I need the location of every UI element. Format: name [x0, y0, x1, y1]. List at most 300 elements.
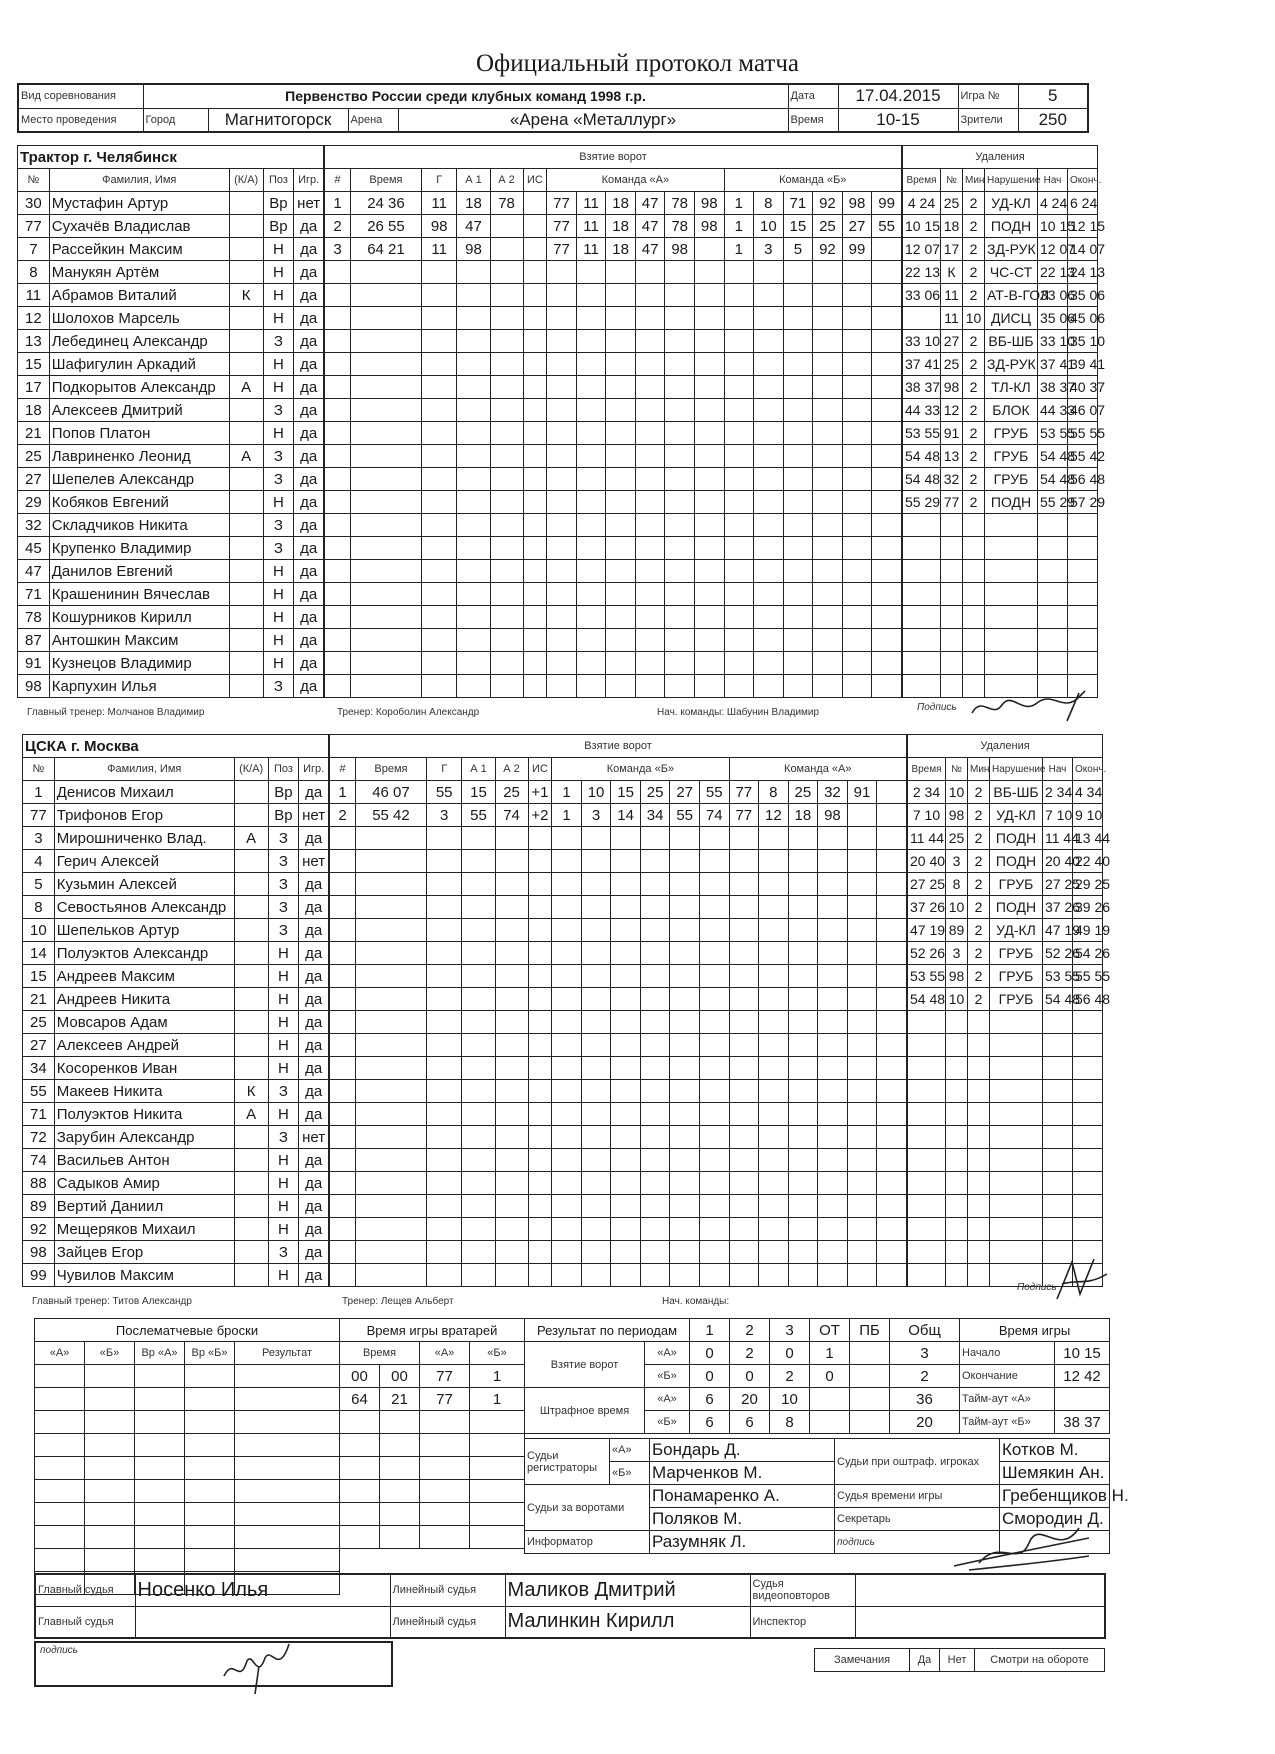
penalty-row: [903, 445, 1098, 468]
player-no: 4: [23, 850, 55, 873]
goal-a2: 78: [490, 192, 523, 215]
on-ice-player: 78: [665, 192, 695, 215]
period-row: [525, 1388, 960, 1411]
penalty-e: 29 25: [1073, 873, 1103, 896]
table-row: [18, 330, 324, 353]
competition-value: Первенство России среди клубных команд 1998 г.р.: [143, 84, 788, 108]
period-value: 36: [890, 1388, 960, 1411]
player-name: Манукян Артём: [49, 261, 229, 284]
game-time-table: [959, 1318, 1110, 1434]
penalty-min: 2: [968, 873, 990, 896]
team-off-ice-col: Команда «А»: [729, 758, 906, 781]
player-ka: [234, 942, 268, 965]
on-ice-player: 15: [611, 781, 641, 804]
off-ice-player: 25: [813, 215, 843, 238]
goal-a1: 18: [457, 192, 490, 215]
video-label: Судья видеоповторов: [750, 1574, 855, 1606]
player-played: да: [294, 675, 324, 698]
penalty-row: [903, 284, 1098, 307]
penalty-s: 47 19: [1043, 919, 1073, 942]
penalty-v: ЗД-РУК: [985, 353, 1038, 376]
player-no: 78: [18, 606, 50, 629]
player-no: 55: [23, 1080, 55, 1103]
player-name: Зайцев Егор: [54, 1241, 234, 1264]
player-no: 3: [23, 827, 55, 850]
player-name: Шепельков Артур: [54, 919, 234, 942]
date-value: 17.04.2015: [838, 84, 958, 108]
off-ice-player: [877, 781, 907, 804]
remarks-yes: Да: [910, 1649, 940, 1672]
player-name: Андреев Максим: [54, 965, 234, 988]
player-pos: Н: [268, 942, 299, 965]
player-pos: Н: [263, 238, 294, 261]
table-row: [18, 353, 324, 376]
table-row: [23, 942, 329, 965]
sh-gk-a: Вр «А»: [135, 1342, 185, 1365]
player-played: нет: [299, 804, 329, 827]
penalty-v: ГРУБ: [990, 942, 1043, 965]
player-no: 21: [23, 988, 55, 1011]
table-row: [23, 781, 329, 804]
goalie-row: [340, 1411, 525, 1434]
player-name: Кузнецов Владимир: [49, 652, 229, 675]
player-played: да: [294, 583, 324, 606]
penalty-t: 53 55: [903, 422, 941, 445]
player-no: 87: [18, 629, 50, 652]
penalty-row: [903, 537, 1098, 560]
penalty-no: 10: [946, 896, 968, 919]
goalie-row: [340, 1365, 525, 1388]
goal-row: [330, 1034, 907, 1057]
penalty-row: [903, 491, 1098, 514]
player-no: 25: [23, 1011, 55, 1034]
pen-judge-1: Котков М.: [1000, 1439, 1110, 1462]
gt-end-label: Окончание: [960, 1365, 1055, 1388]
table-row: [23, 965, 329, 988]
goal-row: [325, 422, 902, 445]
sh-gk-b: Вр «Б»: [185, 1342, 235, 1365]
player-name: Лебединец Александр: [49, 330, 229, 353]
penalty-row: [908, 781, 1103, 804]
player-no: 5: [23, 873, 55, 896]
player-pos: Н: [263, 606, 294, 629]
player-no: 25: [18, 445, 50, 468]
team-a-section: [17, 145, 1106, 723]
col-name: Фамилия, Имя: [49, 169, 229, 192]
goal-n: 2: [330, 804, 356, 827]
penalty-s: 2 34: [1043, 781, 1073, 804]
goal-row: [330, 919, 907, 942]
player-no: 15: [18, 353, 50, 376]
player-played: да: [294, 514, 324, 537]
goal-row: [325, 606, 902, 629]
penalty-t: 4 24: [903, 192, 941, 215]
player-name: Вертий Даниил: [54, 1195, 234, 1218]
player-played: да: [299, 919, 329, 942]
off-ice-player: 32: [818, 781, 848, 804]
on-ice-player: 55: [670, 804, 700, 827]
col-played: Игр.: [299, 758, 329, 781]
player-name: Васильев Антон: [54, 1149, 234, 1172]
penalty-no: К: [941, 261, 963, 284]
game-no-value: 5: [1018, 84, 1088, 108]
player-name: Шолохов Марсель: [49, 307, 229, 330]
penalty-row: [908, 827, 1103, 850]
penalty-row: [908, 988, 1103, 1011]
goal-row: [330, 896, 907, 919]
player-no: 29: [18, 491, 50, 514]
off-ice-player: 18: [788, 804, 818, 827]
player-ka: К: [229, 284, 263, 307]
goal-a1: 98: [457, 238, 490, 261]
off-ice-player: 12: [759, 804, 789, 827]
player-ka: [234, 873, 268, 896]
period-value: 1: [810, 1342, 850, 1365]
gt-start-label: Начало: [960, 1342, 1055, 1365]
penalty-min: 2: [963, 330, 985, 353]
player-played: да: [299, 1195, 329, 1218]
player-name: Садыков Амир: [54, 1172, 234, 1195]
penalty-s: 55 29: [1038, 491, 1068, 514]
player-ka: [234, 896, 268, 919]
gt-tob-label: Тайм-аут «Б»: [960, 1411, 1055, 1434]
informer: Разумняк Л.: [650, 1531, 835, 1554]
penalty-t: 47 19: [908, 919, 946, 942]
player-played: да: [294, 445, 324, 468]
table-row: [23, 1080, 329, 1103]
penalty-min: 2: [963, 261, 985, 284]
player-name: Шепелев Александр: [49, 468, 229, 491]
goal-row: [325, 491, 902, 514]
team-b-roster: [22, 734, 329, 1287]
gk-b-col: «Б»: [470, 1342, 525, 1365]
penalty-row: [908, 873, 1103, 896]
player-pos: Н: [263, 307, 294, 330]
goal-row: [325, 261, 902, 284]
penalty-e: 22 40: [1073, 850, 1103, 873]
player-no: 72: [23, 1126, 55, 1149]
sh-result: Результат: [235, 1342, 340, 1365]
player-ka: [229, 261, 263, 284]
arena-label: Арена: [348, 108, 398, 132]
gt-toa-label: Тайм-аут «А»: [960, 1388, 1055, 1411]
reg-b-tag: «Б»: [610, 1462, 650, 1485]
on-ice-player: 74: [699, 804, 729, 827]
time-label: Время: [788, 108, 838, 132]
penalty-no: 17: [941, 238, 963, 261]
remarks-no: Нет: [940, 1649, 975, 1672]
team-a-name: Трактор г. Челябинск: [18, 146, 324, 169]
penalty-e: 49 19: [1073, 919, 1103, 942]
penalty-v: АТ-В-ГОЛ: [985, 284, 1038, 307]
goalie-row: [340, 1434, 525, 1457]
player-played: да: [294, 537, 324, 560]
player-pos: Н: [263, 261, 294, 284]
penalty-row: [903, 652, 1098, 675]
period-row: [525, 1342, 960, 1365]
on-ice-player: 78: [665, 215, 695, 238]
goals-title: Взятие ворот: [325, 146, 902, 169]
player-played: да: [299, 1264, 329, 1287]
player-pos: Н: [268, 988, 299, 1011]
penalty-row: [908, 965, 1103, 988]
player-played: да: [294, 284, 324, 307]
player-pos: Н: [263, 353, 294, 376]
penalty-no: 3: [946, 942, 968, 965]
goalie-time-table: [339, 1318, 525, 1549]
penalty-e: 40 37: [1068, 376, 1098, 399]
period-value: 8: [770, 1411, 810, 1434]
penalty-row: [903, 307, 1098, 330]
on-ice-player: 98: [665, 238, 695, 261]
penalty-e: 35 10: [1068, 330, 1098, 353]
player-pos: З: [268, 827, 299, 850]
player-ka: [229, 652, 263, 675]
player-no: 88: [23, 1172, 55, 1195]
penalty-e: 56 48: [1068, 468, 1098, 491]
penalty-row: [908, 1195, 1103, 1218]
off-ice-player: 77: [729, 804, 759, 827]
penalty-no: 12: [941, 399, 963, 422]
penalty-e: 57 29: [1068, 491, 1098, 514]
on-ice-player: 18: [606, 215, 636, 238]
player-no: 14: [23, 942, 55, 965]
penalty-row: [903, 422, 1098, 445]
player-ka: [229, 675, 263, 698]
spectators-value: 250: [1018, 108, 1088, 132]
player-ka: [234, 1264, 268, 1287]
off-ice-player: 1: [724, 238, 754, 261]
player-pos: З: [268, 896, 299, 919]
player-played: да: [294, 238, 324, 261]
goal-row: [325, 675, 902, 698]
penalty-e: 14 07: [1068, 238, 1098, 261]
team-tag: «Б»: [645, 1365, 690, 1388]
penalty-v: ДИСЦ: [985, 307, 1038, 330]
match-header: [17, 83, 1089, 133]
penalty-row: [903, 192, 1098, 215]
player-name: Севостьянов Александр: [54, 896, 234, 919]
penalty-v: ГРУБ: [985, 468, 1038, 491]
player-played: да: [299, 896, 329, 919]
pen-time-col: Время: [908, 758, 946, 781]
penalty-s: 52 26: [1043, 942, 1073, 965]
gt-start: 10 15: [1055, 1342, 1110, 1365]
col-ka: (К/А): [229, 169, 263, 192]
main-ref-label: Главный судья: [35, 1574, 135, 1606]
venue-label: Место проведения: [18, 108, 143, 132]
pen-judges-label: Судьи при оштраф. игроках: [835, 1439, 1000, 1485]
penalty-row: [903, 606, 1098, 629]
penalty-min: 2: [963, 445, 985, 468]
penalty-min: 2: [963, 422, 985, 445]
goalie-row: [340, 1388, 525, 1411]
secretary-sign-label: подпись: [835, 1531, 1000, 1554]
shootout-row: [35, 1526, 340, 1549]
penalty-no: 32: [941, 468, 963, 491]
table-row: [23, 896, 329, 919]
penalty-t: 11 44: [908, 827, 946, 850]
goal-a1: 47: [457, 215, 490, 238]
gt-tob: 38 37: [1055, 1411, 1110, 1434]
penalty-t: 54 48: [903, 468, 941, 491]
penalty-min: 2: [963, 284, 985, 307]
player-name: Зарубин Александр: [54, 1126, 234, 1149]
penalty-v: ЧС-СТ: [985, 261, 1038, 284]
penalty-no: 77: [941, 491, 963, 514]
player-no: 17: [18, 376, 50, 399]
goal-a1-col: А 1: [457, 169, 490, 192]
on-ice-player: 55: [699, 781, 729, 804]
penalty-row: [903, 583, 1098, 606]
penalty-v: ПОДН: [985, 491, 1038, 514]
on-ice-player: 10: [581, 781, 611, 804]
team-on-ice-col: Команда «Б»: [552, 758, 729, 781]
goal-row: [330, 804, 907, 827]
player-no: 27: [18, 468, 50, 491]
penalties-title: Удаления: [908, 735, 1103, 758]
player-pos: Вр: [268, 804, 299, 827]
col-played: Игр.: [294, 169, 324, 192]
off-ice-player: 91: [847, 781, 877, 804]
table-row: [23, 1126, 329, 1149]
player-no: 71: [18, 583, 50, 606]
col-no: №: [18, 169, 50, 192]
player-name: Складчиков Никита: [49, 514, 229, 537]
table-row: [18, 215, 324, 238]
player-name: Мустафин Артур: [49, 192, 229, 215]
off-ice-player: 71: [783, 192, 813, 215]
penalty-s: 54 48: [1038, 445, 1068, 468]
player-played: да: [299, 1241, 329, 1264]
shootout-row: [35, 1503, 340, 1526]
player-pos: Н: [263, 491, 294, 514]
player-no: 77: [18, 215, 50, 238]
goal-row: [325, 353, 902, 376]
main-ref-signature: [219, 1636, 299, 1696]
remarks-table: [814, 1648, 1105, 1672]
off-ice-player: 1: [724, 215, 754, 238]
goalie-cell: 00: [380, 1365, 420, 1388]
goal-row: [325, 560, 902, 583]
on-ice-player: 11: [576, 192, 606, 215]
team-a-goals: [324, 145, 902, 698]
player-played: да: [299, 1057, 329, 1080]
shootout-row: [35, 1411, 340, 1434]
player-played: да: [299, 1011, 329, 1034]
player-ka: [234, 804, 268, 827]
goalie-cell: 77: [420, 1365, 470, 1388]
goal-row: [325, 468, 902, 491]
player-pos: Н: [268, 1218, 299, 1241]
goal-n: 1: [325, 192, 351, 215]
goal-row: [325, 652, 902, 675]
periods-table: [524, 1318, 960, 1434]
penalty-t: 54 48: [903, 445, 941, 468]
penalty-no: 98: [946, 965, 968, 988]
informer-label: Информатор: [525, 1531, 650, 1554]
player-no: 21: [18, 422, 50, 445]
penalty-s: 27 25: [1043, 873, 1073, 896]
on-ice-player: 77: [547, 238, 577, 261]
player-no: 13: [18, 330, 50, 353]
period-value: 6: [730, 1411, 770, 1434]
player-played: да: [294, 629, 324, 652]
player-no: 11: [18, 284, 50, 307]
penalty-no: 25: [941, 353, 963, 376]
on-ice-player: 11: [576, 238, 606, 261]
on-ice-player: 47: [635, 215, 665, 238]
penalty-row: [908, 896, 1103, 919]
player-no: 91: [18, 652, 50, 675]
goalie-row: [340, 1480, 525, 1503]
penalty-no: 11: [941, 307, 963, 330]
penalty-e: 35 06: [1068, 284, 1098, 307]
penalty-row: [908, 1172, 1103, 1195]
on-ice-player: 11: [576, 215, 606, 238]
ref-signature-box: [34, 1641, 393, 1687]
player-name: Абрамов Виталий: [49, 284, 229, 307]
player-played: да: [299, 1218, 329, 1241]
off-ice-player: [877, 804, 907, 827]
penalty-e: 46 07: [1068, 399, 1098, 422]
goal-row: [325, 307, 902, 330]
player-no: 89: [23, 1195, 55, 1218]
col-no: №: [23, 758, 55, 781]
player-played: да: [294, 261, 324, 284]
period-value: 2: [890, 1365, 960, 1388]
goal-judge-1: Понамаренко А.: [650, 1485, 835, 1508]
goal-row: [325, 376, 902, 399]
penalty-v: ПОДН: [985, 215, 1038, 238]
table-row: [18, 468, 324, 491]
off-ice-player: 25: [788, 781, 818, 804]
goal-row: [325, 514, 902, 537]
player-name: Мирошниченко Влад.: [54, 827, 234, 850]
penalty-row: [908, 1126, 1103, 1149]
goal-row: [330, 942, 907, 965]
penalty-row: [908, 804, 1103, 827]
player-played: да: [294, 330, 324, 353]
player-name: Данилов Евгений: [49, 560, 229, 583]
penalty-no: 98: [946, 804, 968, 827]
goal-row: [330, 1126, 907, 1149]
player-name: Рассейкин Максим: [49, 238, 229, 261]
remarks-label: Замечания: [815, 1649, 910, 1672]
player-no: 12: [18, 307, 50, 330]
team-tag: «Б»: [645, 1411, 690, 1434]
player-ka: [229, 629, 263, 652]
player-name: Карпухин Илья: [49, 675, 229, 698]
period-value: 2: [770, 1365, 810, 1388]
goal-scorer-col: Г: [426, 758, 461, 781]
team-b-chief: Нач. команды:: [662, 1296, 730, 1307]
linesman-2: Малинкин Кирилл: [505, 1606, 750, 1638]
player-ka: [229, 307, 263, 330]
player-name: Шафигулин Аркадий: [49, 353, 229, 376]
player-pos: Н: [268, 965, 299, 988]
goal-row: [330, 1080, 907, 1103]
penalty-min: 2: [968, 896, 990, 919]
player-name: Сухачёв Владислав: [49, 215, 229, 238]
player-ka: А: [234, 1103, 268, 1126]
goal-n: 2: [325, 215, 351, 238]
goal-is: [523, 215, 547, 238]
penalty-no: 89: [946, 919, 968, 942]
penalty-e: 55 42: [1068, 445, 1098, 468]
team-b-penalties: [907, 734, 1111, 1287]
team-a-coach: Тренер: Короболин Александр: [337, 707, 480, 718]
